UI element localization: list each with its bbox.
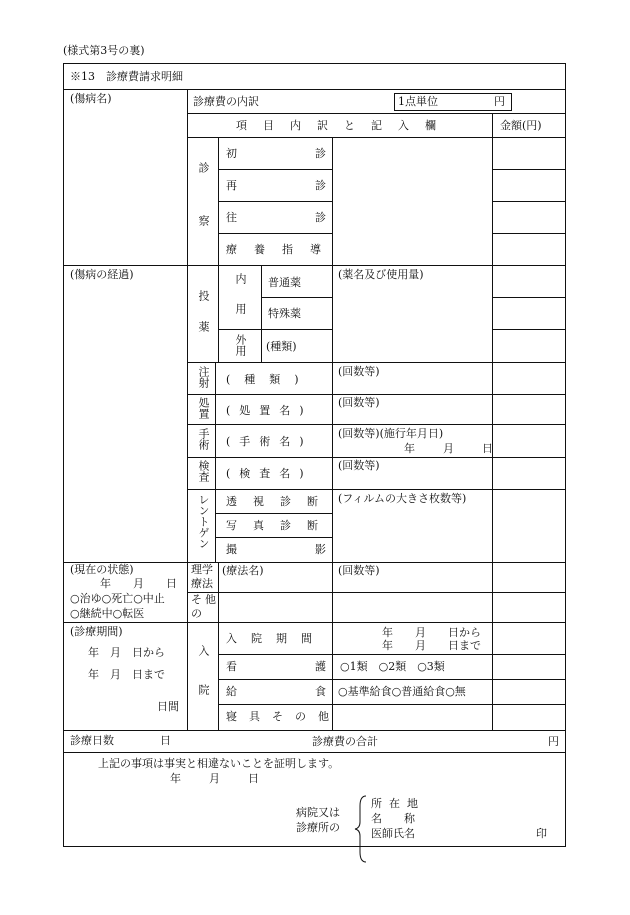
- nyuin-meal-options: ○基準給食○普通給食○無: [338, 685, 466, 698]
- disease-course-label: (傷病の経過): [70, 268, 134, 281]
- total-unit: 円: [548, 735, 559, 748]
- breakdown-label: 診療費の内訳: [193, 95, 259, 108]
- shinsatsu-group-label: 診察: [197, 162, 210, 268]
- current-state-label: (現在の状態): [70, 563, 134, 576]
- nyuin-period-label: 入院期間: [226, 632, 326, 645]
- rigaku-label-1: 理学: [191, 563, 213, 576]
- xray-photo: 写真診断: [226, 519, 334, 532]
- surgery-label: 手術: [197, 428, 210, 450]
- nyuin-nursing-options: ○1類 ○2類 ○3類: [340, 660, 445, 673]
- outcome-options-1: ○治ゆ○死亡○中止: [70, 592, 165, 605]
- touyaku-kind-label: (種類): [266, 340, 297, 353]
- touyaku-special-label: 特殊薬: [268, 307, 301, 320]
- treatment-period-days: 日間: [157, 700, 179, 713]
- address-label: 所在地: [371, 797, 425, 810]
- treatment-days-label: 診療日数: [70, 734, 114, 747]
- certify-text: 上記の事項は事実と相違ないことを証明します。: [98, 757, 340, 770]
- hospital-label-1: 病院又は: [296, 806, 340, 819]
- surgery-item: (手術名): [226, 435, 313, 448]
- xray-fluoroscopy: 透視診断: [226, 495, 334, 508]
- nyuin-group-label: 入院: [197, 645, 210, 723]
- other-label-2: の: [191, 607, 202, 620]
- shinsatsu-row-revisit: 再 診: [226, 179, 326, 192]
- doctor-label: 医師氏名: [371, 827, 415, 840]
- injection-note: (回数等): [338, 365, 380, 378]
- treatment-label: 処置: [197, 397, 210, 419]
- current-state-date: 年 月 日: [100, 577, 177, 590]
- treatment-period-label: (診療期間): [70, 625, 123, 638]
- seal-mark: 印: [536, 827, 547, 840]
- xray-note: (フィルムの大きさ枚数等): [338, 492, 467, 505]
- treatment-period-from: 年 月 日から: [88, 646, 165, 659]
- exam-label: 検査: [197, 460, 210, 482]
- shinsatsu-row-guidance: 療養指導: [226, 243, 338, 256]
- touyaku-note: (薬名及び使用量): [338, 268, 424, 281]
- unit-yen-label: 円: [494, 95, 505, 108]
- rigaku-item: (療法名): [222, 564, 264, 577]
- injection-label: 注射: [197, 366, 210, 388]
- nyuin-period-from: 年 月 日から: [382, 626, 481, 639]
- items-column-header: 項目内訳と記入欄: [236, 119, 452, 132]
- surgery-note: (回数等)(施行年月日): [338, 427, 444, 440]
- shinsatsu-row-label: 初: [226, 147, 237, 160]
- exam-note: (回数等): [338, 459, 380, 472]
- nyuin-nursing-row: 看 護: [226, 660, 326, 673]
- surgery-date: 年 月 日: [404, 442, 495, 455]
- outcome-options-2: ○継続中○転医: [70, 607, 145, 620]
- treatment-days-unit: 日: [160, 734, 171, 747]
- hospital-label-2: 診療所の: [296, 821, 340, 834]
- touyaku-internal-label: 内用: [234, 273, 247, 333]
- treatment-item: (処置名): [226, 404, 313, 417]
- injection-item: (種類): [226, 373, 313, 386]
- total-label: 診療費の合計: [312, 735, 378, 748]
- nyuin-meal-row: 給 食: [226, 685, 326, 698]
- shinsatsu-row-first-visit: 初 診: [226, 147, 326, 160]
- exam-item: (検査名): [226, 467, 313, 480]
- form-note: (様式第3号の裏): [63, 44, 145, 57]
- nyuin-period-to: 年 月 日まで: [382, 639, 481, 652]
- nyuin-bedding: 寝具その他: [226, 710, 341, 723]
- touyaku-external-label: 外用: [234, 334, 247, 356]
- unit-price-label: 1点単位: [398, 95, 438, 108]
- other-label-1: そ他: [191, 593, 219, 606]
- shinsatsu-row-house-call: 往 診: [226, 211, 326, 224]
- xray-imaging: 撮 影: [226, 543, 326, 556]
- treatment-note: (回数等): [338, 396, 380, 409]
- certify-date: 年 月 日: [170, 772, 261, 785]
- name-label: 名称: [371, 812, 437, 825]
- disease-name-label: (傷病名): [70, 92, 112, 105]
- touyaku-group-label: 投薬: [197, 290, 210, 352]
- treatment-period-to: 年 月 日まで: [88, 668, 165, 681]
- amount-column-header: 金額(円): [500, 119, 542, 132]
- rigaku-note: (回数等): [338, 564, 380, 577]
- xray-group-label: レントゲン: [197, 494, 210, 549]
- form-title: ※13 診療費請求明細: [70, 70, 183, 83]
- touyaku-normal-label: 普通薬: [268, 276, 301, 289]
- rigaku-label-2: 療法: [191, 577, 213, 590]
